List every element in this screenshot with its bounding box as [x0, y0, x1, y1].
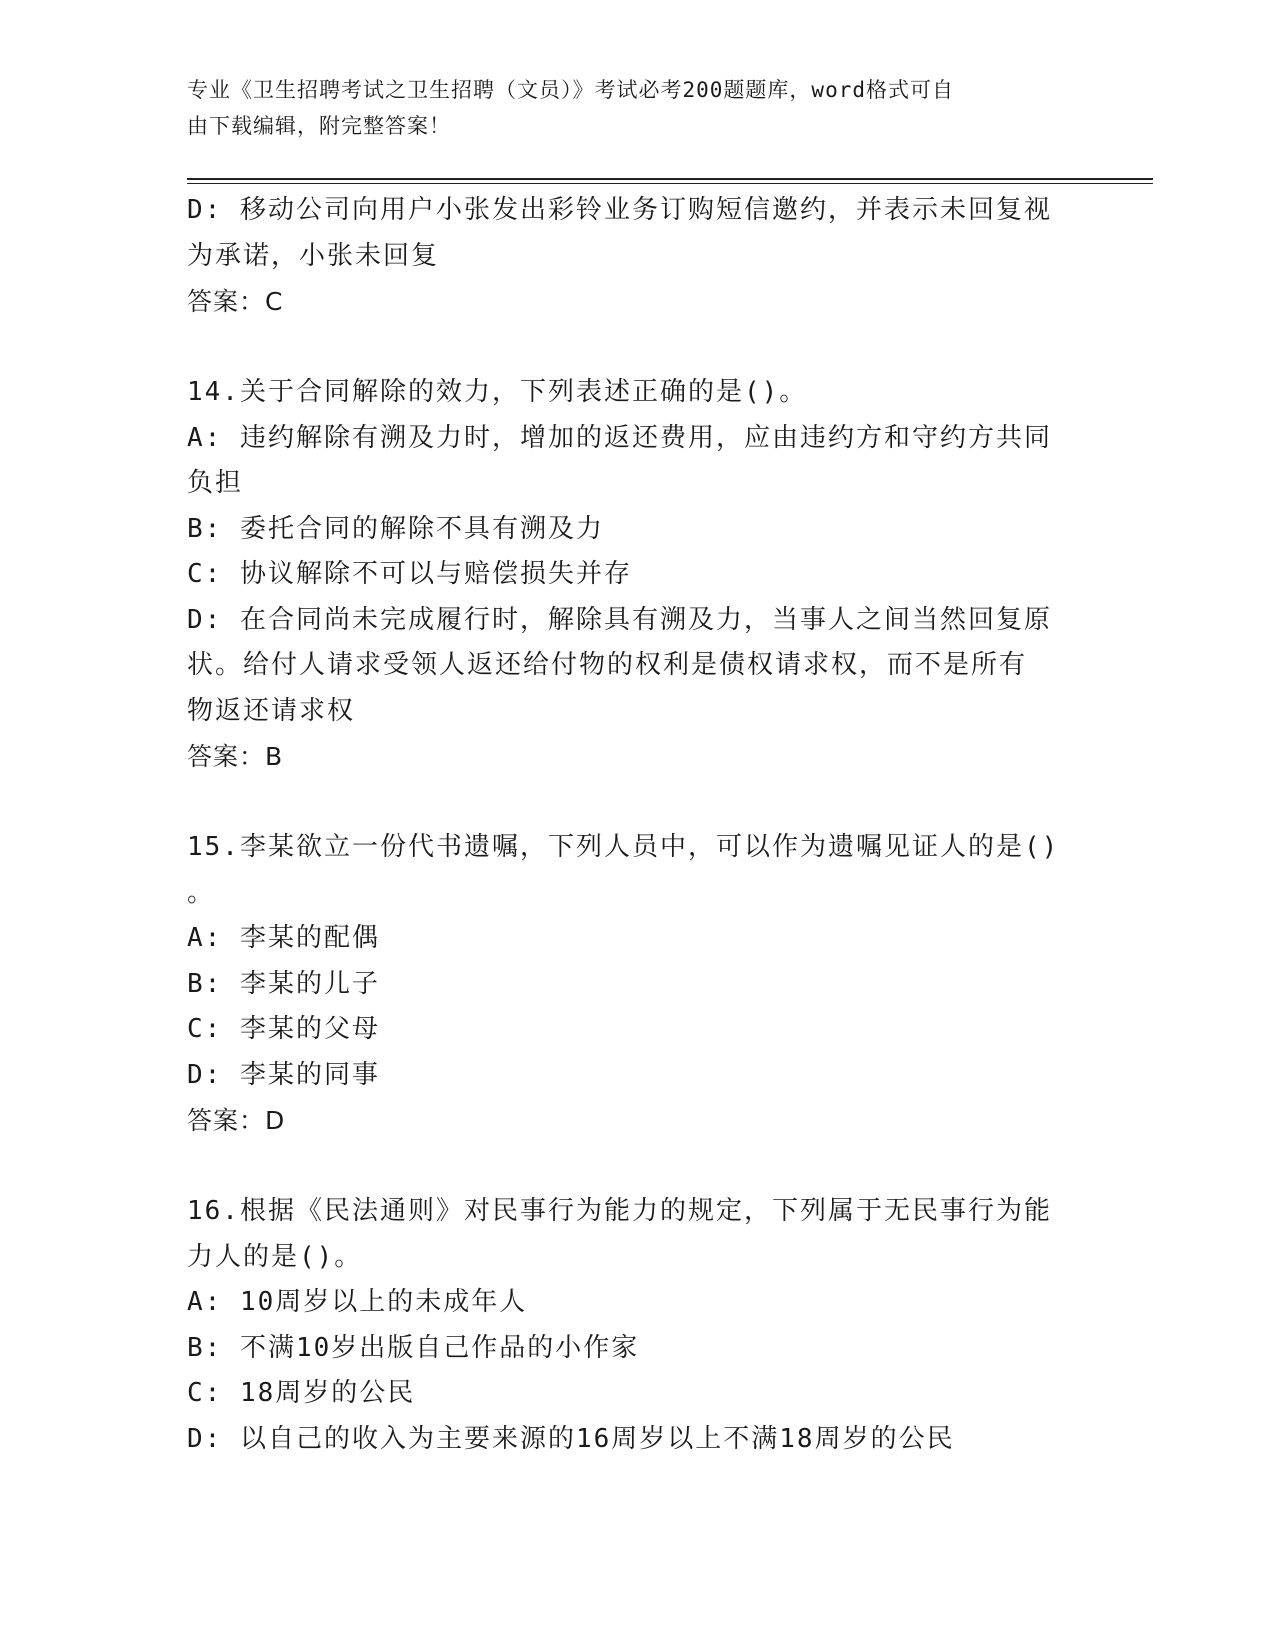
question-text-line-1: 16.根据《民法通则》对民事行为能力的规定，下列属于无民事行为能	[187, 1196, 1052, 1226]
option-b: B: 委托合同的解除不具有溯及力	[187, 513, 604, 544]
option-c: C: 18周岁的公民	[187, 1378, 416, 1408]
option-d-line-1: D: 在合同尚未完成履行时，解除具有溯及力，当事人之间当然回复原	[187, 604, 1052, 635]
answer-line: 答案：B	[187, 742, 284, 771]
document-header	[187, 72, 1067, 144]
header-line-2: 由下载编辑，附完整答案！	[187, 114, 451, 138]
option-d: D: 李某的同事	[187, 1059, 380, 1090]
question-spacer	[187, 1144, 1067, 1190]
option-d-line-1: D: 移动公司向用户小张发出彩铃业务订购短信邀约，并表示未回复视	[187, 195, 1052, 225]
question-spacer	[187, 325, 1067, 371]
option-a: A: 李某的配偶	[187, 923, 380, 953]
option-a-line-1: A: 违约解除有溯及力时，增加的返还费用，应由违约方和守约方共同	[187, 422, 1052, 453]
question-text-line-2: 。	[187, 877, 216, 908]
header-divider-thick	[187, 178, 1153, 180]
option-d-line-2: 状。给付人请求受领人返还给付物的权利是债权请求权，而不是所有	[187, 650, 1028, 680]
question-spacer	[187, 780, 1067, 826]
question-text-line-2: 力人的是()。	[187, 1241, 363, 1272]
option-d-line-3: 物返还请求权	[187, 695, 356, 726]
answer-line: 答案：D	[187, 1106, 286, 1135]
question-list	[187, 188, 1067, 1462]
option-a-line-2: 负担	[187, 468, 244, 498]
option-b: B: 不满10岁出版自己作品的小作家	[187, 1332, 640, 1363]
question-16	[187, 1189, 1067, 1462]
question-13-tail	[187, 188, 1067, 325]
question-text: 14.关于合同解除的效力，下列表述正确的是()。	[187, 377, 808, 407]
option-c: C: 协议解除不可以与赔偿损失并存	[187, 559, 632, 589]
option-d-line-2: 为承诺，小张未回复	[187, 240, 440, 271]
question-14	[187, 370, 1067, 780]
question-15	[187, 825, 1067, 1144]
header-line-1: 专业《卫生招聘考试之卫生招聘（文员）》考试必考200题题库，word格式可自	[187, 78, 954, 102]
answer-line: 答案：C	[187, 287, 284, 316]
question-text-line-1: 15.李某欲立一份代书遗嘱，下列人员中，可以作为遗嘱见证人的是()	[187, 832, 1060, 862]
option-d: D: 以自己的收入为主要来源的16周岁以上不满18周岁的公民	[187, 1423, 955, 1454]
option-a: A: 10周岁以上的未成年人	[187, 1287, 528, 1317]
option-b: B: 李某的儿子	[187, 968, 380, 999]
header-divider-thin	[187, 183, 1153, 184]
option-c: C: 李某的父母	[187, 1014, 380, 1044]
